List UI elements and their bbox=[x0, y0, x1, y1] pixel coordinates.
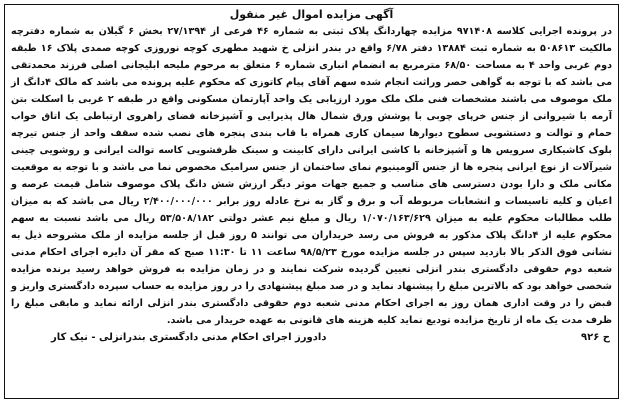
footer-issuer: دادورز اجرای احکام مدنی دادگستری بندرانزلی - نیک کار bbox=[51, 332, 327, 343]
notice-body: در پرونده اجرایی کلاسه ۹۷۱۴۰۸ مزایده چهاردانگ پلاک ثبتی به شماره ۴۶ فرعی از ۲۷/۱۳۹۴ بخش ۶ گیلان به شماره دفترچه مالکیت ۵۰۸۶۱۳ به شماره ثبت ۱۳۸۸۴ دفتر ۶/۷۸ واقع در بندر انزلی خ شهید مطهری کوچه نوروزی کوچه صمدی پلاک ۱۶ طبقه دوم غربی واحد ۴ به مساحت ۶۸/۵۰ مترمربع به انضمام انباری شماره ۶ متعلق به مرحوم ملیحه ابلیجانی اصلی فرزند محمدتقی می باشد که با توجه به گواهی حصر وراثت انجام شده سهم آقای پیام کاتوزی که محکوم علیه پرونده می باشد که مالک ۴دانگ از ملک موصوف می باشند مشخصات فنی ملک ملک مورد ارزیابی یک واحد آپارتمان مسکونی واقع در طبقه ۲ غربی با اسکلت بتن آرمه با شیروانی از جنس خرپای چوبی با پوشش ورق شمال هال پذیرایی و آشپزخانه فضای راهروی ارتباطی یک اتاق خواب حمام و توالت و دستشویی سطوح دیوارها سیمان کاری همراه با قاب بندی پنجره های نصب شده سقف واحد از جنس تیرچه بلوک کاشیکاری سرویس ها و آشپزخانه با کاشی ایرانی دارای کابینت و سینک ظرفشویی کاسه توالت ایرانی و روشویی چینی شیرآلات از نوع ایرانی پنجره ها از جنس آلومینیوم نمای ساختمان از جنس سرامیک مخصوص نما می باشد و با توجه به موقعیت مکانی ملک و دارا بودن دسترسی های مناسب و جمیع جهات موثر دیگر ارزش شش دانگ پلاک موصوف شامل قیمت عرصه و اعیان و کلیه تاسیسات و انشعابات مربوطه آب و برق و گاز به نرخ عادله روز برابر ۲/۴۰۰/۰۰۰/۰۰۰ ریال می باشد که به میزان طلب مطالبات محکوم علیه به میزان ۱/۰۷۰/۱۶۳/۶۲۹ ریال و مبلغ نیم عشر دولتی ۵۳/۵۰۸/۱۸۲ ریال می باشد نسبت به سهم محکوم علیه از ۴دانگ پلاک مذکور به فروش می رسد خریداران می توانند ۵ روز قبل از جلسه مزایده از ملک مشروحه ذیل به نشانی فوق الذکر بالا بازدید سپس در جلسه مزایده مورخ ۹۸/۵/۲۳ ساعت ۱۱ تا ۱۱:۳۰ صبح که مقر آن دایره اجرای احکام مدنی شعبه دوم حقوقی دادگستری بندر انزلی تعیین گردیده شرکت نمایند و در زمان مزایده به فروش خواهد رسید برنده مزایده شخصی خواهد بود که بالاترین مبلغ را پیشنهاد نماید و در صد مبلغ پیشنهادی را در روز مزایده به حساب سپرده دادگستری واریز و قبض را در وقت اداری همان روز به اجرای احکام مدنی شعبه دوم حقوقی دادگستری بندر انزلی ارائه نماید و مابقی مبلغ را ظرف مدت یک ماه از تاریخ مزایده تودیع نماید کلیه هزینه های قانونی به عهده خریدار می باشد. bbox=[11, 26, 613, 326]
auction-notice bbox=[4, 4, 619, 399]
notice-title: آگهی مزایده اموال غیر منقول bbox=[229, 8, 394, 21]
notice-footer bbox=[11, 330, 612, 346]
footer-code: ح ۹۲۶ bbox=[580, 332, 610, 343]
